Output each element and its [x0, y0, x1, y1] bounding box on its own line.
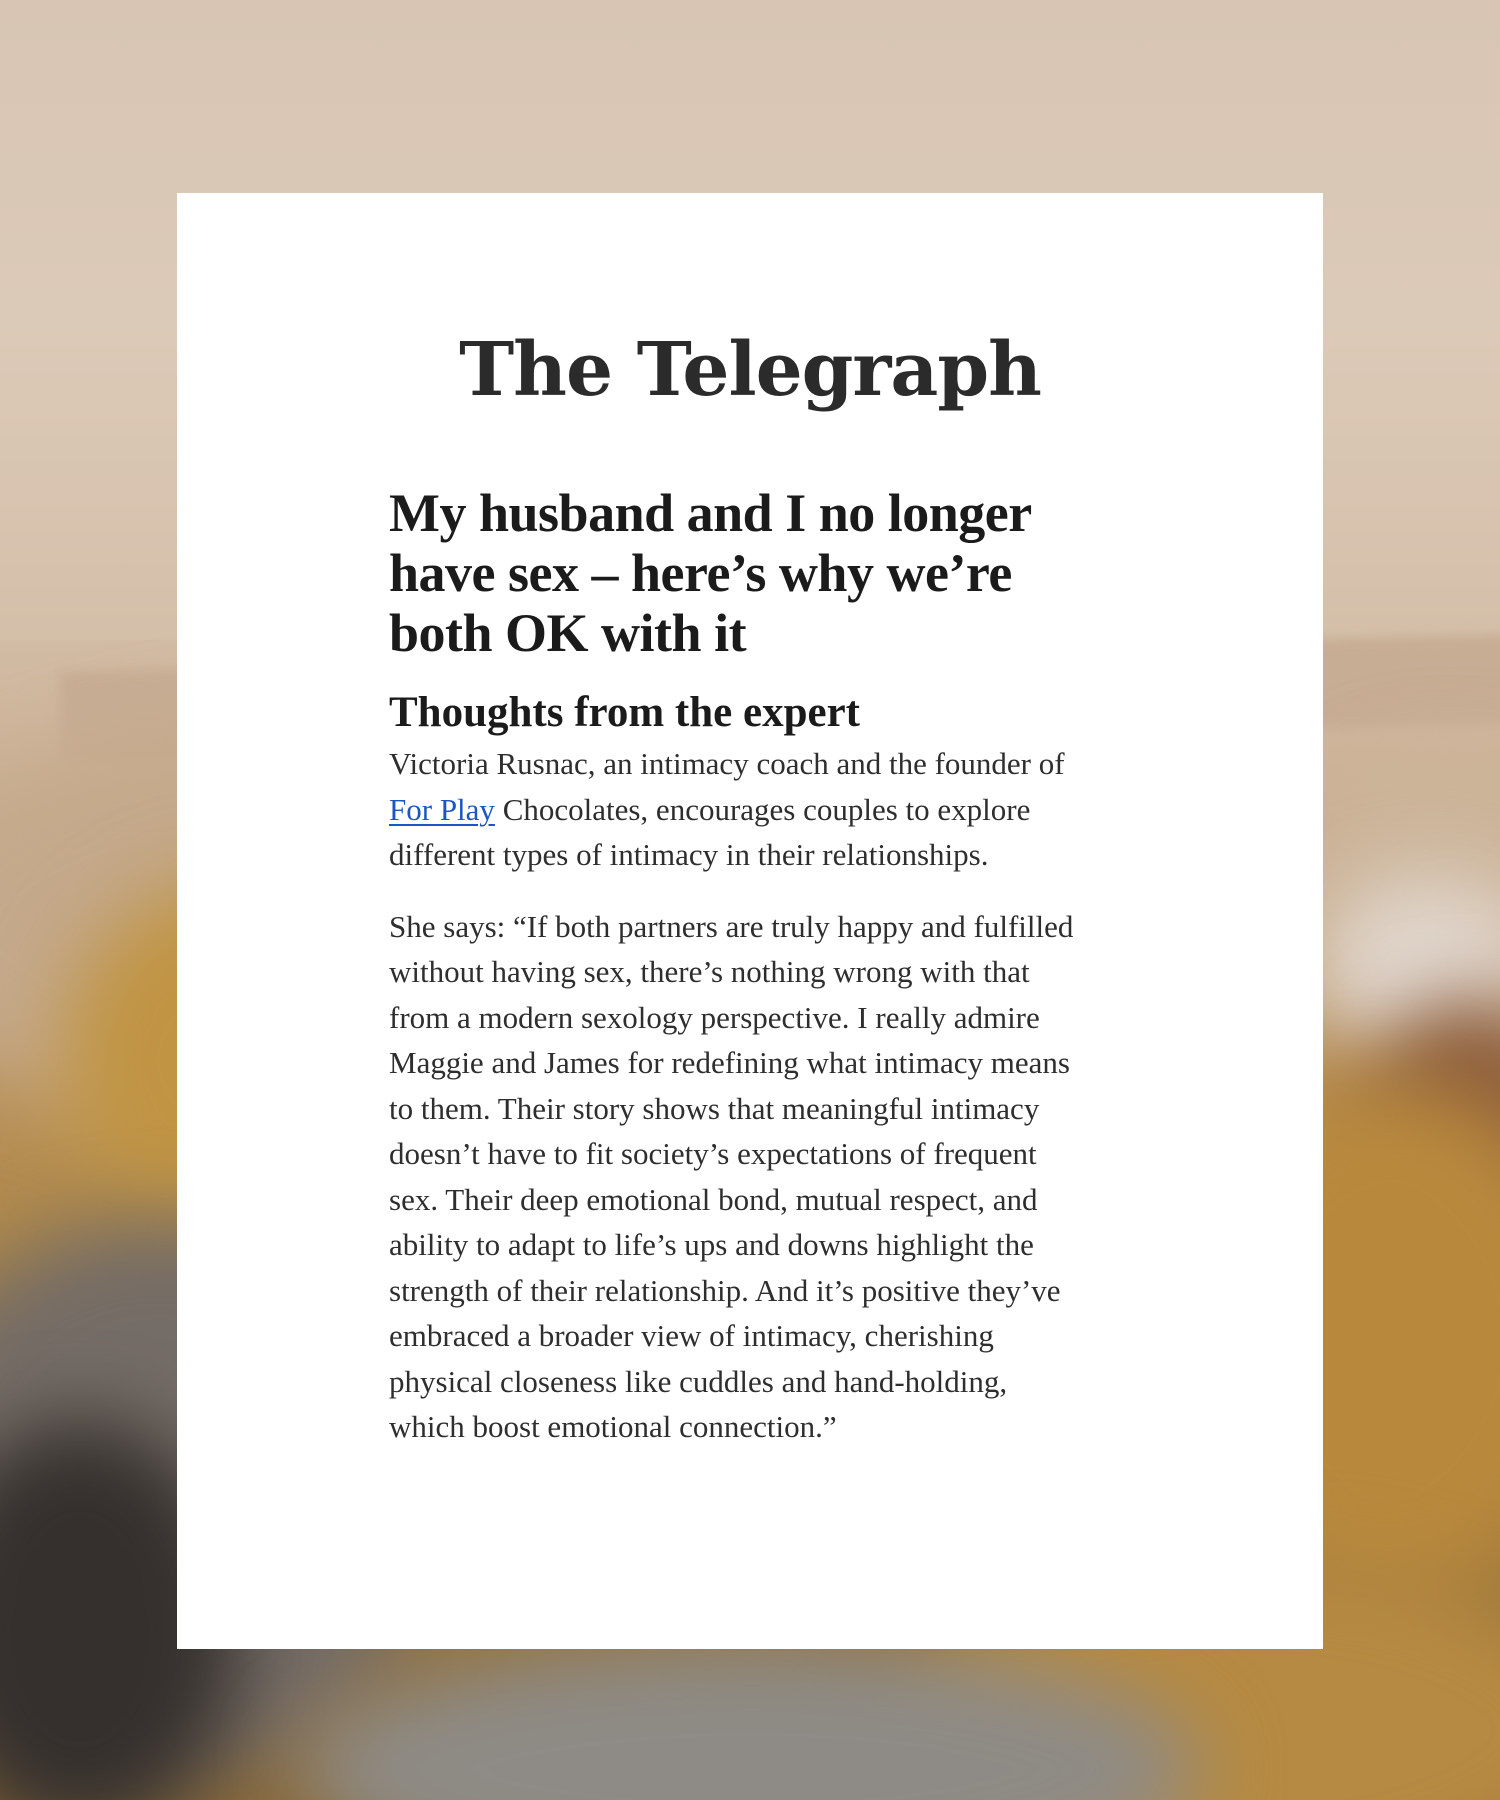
- masthead-logo: The Telegraph: [459, 327, 1041, 413]
- article-body: [389, 483, 1089, 1476]
- quote-paragraph: She says: “If both partners are truly happy and fulfilled without having sex, there’s nothing wrong with that from a modern sexology perspective. I really admire Maggie and James for redefining what intimacy means to them. Their story shows that meaningful intimacy doesn’t have to fit society’s expectations of frequent sex. Their deep emotional bond, mutual respect, and ability to adapt to life’s ups and downs highlight the strength of their relationship. And it’s positive they’ve embraced a broader view of intimacy, cherishing physical closeness like cuddles and hand-holding, which boost emotional connection.”: [389, 908, 1074, 1444]
- section-heading: Thoughts from the expert: [389, 689, 860, 736]
- intro-paragraph: [389, 741, 1089, 878]
- intro-text-end: Chocolates, encourages couples to explore different types of intimacy in their relationships.: [389, 791, 1031, 872]
- article-card: [177, 193, 1323, 1649]
- intro-text-start: Victoria Rusnac, an intimacy coach and the founder of: [389, 746, 1065, 781]
- for-play-link[interactable]: For Play: [389, 791, 495, 827]
- article-headline: My husband and I no longer have sex – here’s why we’re both OK with it: [389, 483, 1031, 663]
